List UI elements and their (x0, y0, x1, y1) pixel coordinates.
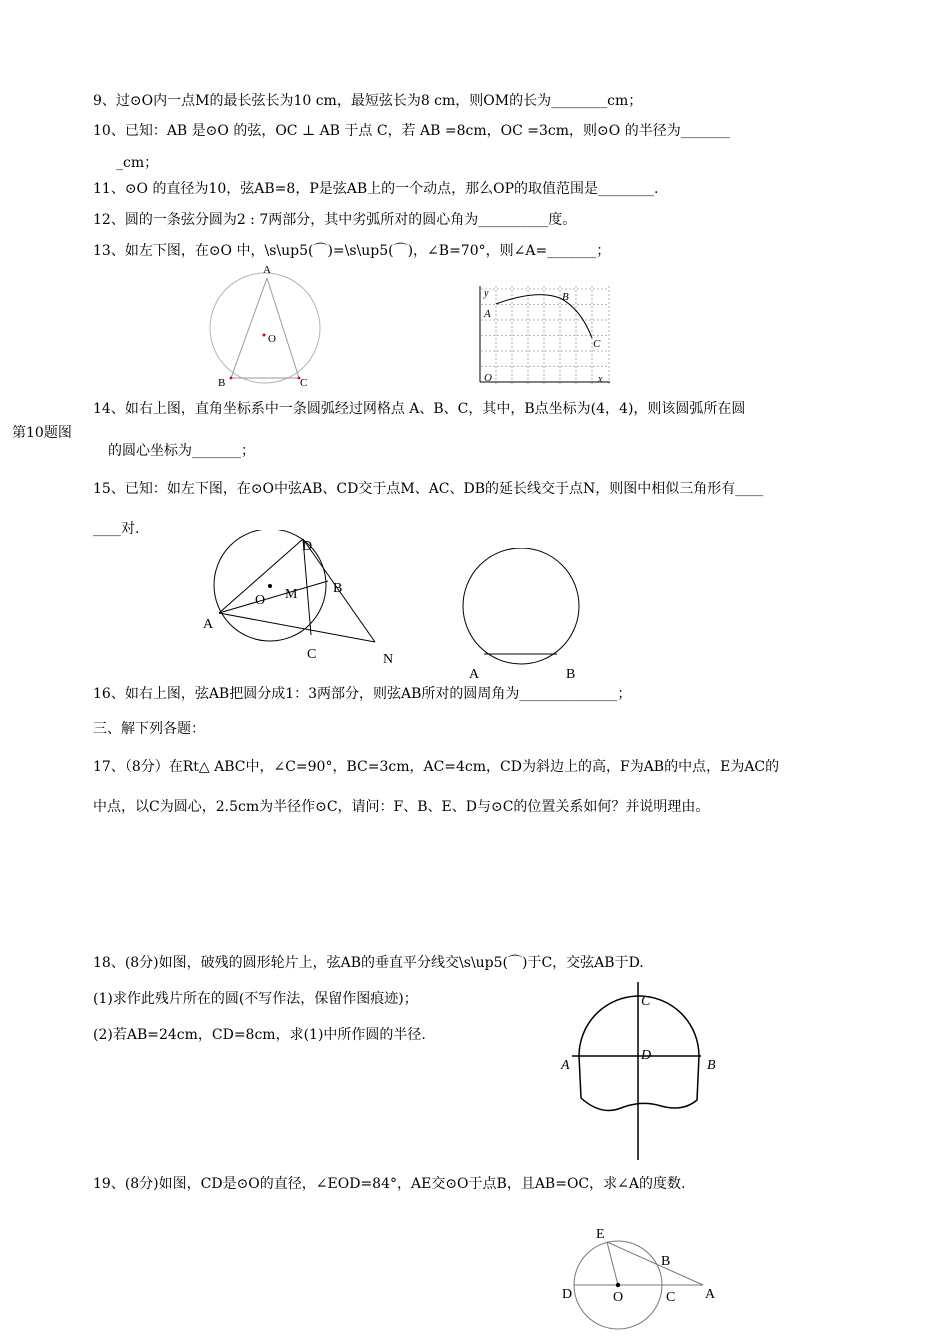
fig14-label-b: B (562, 291, 569, 303)
question-12: 12、圆的一条弦分圆为2 : 7两部分，其中劣弧所对的圆心角为__________度。 (93, 212, 577, 228)
fig14-label-c: C (593, 338, 601, 350)
fig13-label-c: C (300, 377, 308, 389)
question-19: 19、(8分)如图，CD是⊙O的直径，∠EOD=84°，AE交⊙O于点B，且AB=OC，求∠A的度数. (93, 1176, 686, 1192)
question-18-line1: 18、(8分)如图，破残的圆形轮片上，弦AB的垂直平分线交\s\up5(⌒)于C，交弦AB于D. (93, 955, 644, 971)
question-17-line2: 中点，以C为圆心，2.5cm为半径作⊙C，请问：F、B、E、D与⊙C的位置关系如何？并说明理由。 (93, 799, 710, 815)
fig19-label-d: D (562, 1287, 573, 1302)
question-13: 13、如左下图，在⊙O 中，\s\up5(⌒)=\s\up5(⌒)，∠B=70°，则∠A=_______； (93, 243, 611, 259)
fig19-label-o: O (613, 1290, 624, 1305)
fig13-label-b: B (218, 377, 226, 389)
fig15-label-d: D (302, 539, 313, 554)
question-14-line2: 的圆心坐标为_______； (108, 443, 255, 459)
fig13-triangle (231, 278, 299, 378)
question-16: 16、如右上图，弦AB把圆分成1：3两部分，则弦AB所对的圆周角为______________； (93, 686, 632, 702)
fig19-center-point (616, 1283, 620, 1287)
question-18-line3: (2)若AB=24cm，CD=8cm，求(1)中所作圆的半径. (93, 1027, 426, 1043)
fig13-point-b (230, 377, 233, 380)
fig19-label-b: B (661, 1254, 671, 1269)
figure-18 (555, 980, 725, 1166)
fig18-label-d: D (641, 1048, 652, 1063)
fig15-label-m: M (285, 587, 298, 602)
fig14-label-a: A (484, 308, 491, 320)
figure-13 (200, 262, 330, 392)
question-15-line2: ____对. (93, 521, 140, 537)
fig19-label-a: A (705, 1287, 716, 1302)
fig15-label-n: N (383, 652, 394, 667)
question-9: 9、过⊙O内一点M的最长弦长为10 cm，最短弦长为8 cm，则OM的长为________cm； (93, 93, 643, 109)
question-18-line2: (1)求作此残片所在的圆(不写作法，保留作图痕迹)； (93, 991, 418, 1007)
fig14-label-o: O (484, 372, 492, 384)
fig14-label-y: y (484, 288, 489, 299)
fig18-label-a: A (561, 1058, 570, 1073)
fig15-label-a: A (203, 617, 214, 632)
figure-15 (195, 530, 415, 670)
fig19-radius-oe (607, 1242, 618, 1285)
fig18-label-c: C (641, 994, 651, 1009)
fig13-label-a: A (263, 264, 271, 276)
question-11: 11、⊙O 的直径为10，弦AB=8，P是弦AB上的一个动点，那么OP的取值范围是________. (93, 181, 659, 197)
figure-10-caption: 第10题图 (12, 425, 72, 441)
figure-19 (555, 1218, 735, 1338)
fig15-line-acn (219, 613, 375, 642)
fig16-circle (463, 548, 579, 664)
fig16-label-b: B (566, 667, 576, 682)
fig18-label-b: B (707, 1058, 716, 1073)
fig13-circle (210, 273, 320, 383)
section-3-heading: 三、解下列各题： (93, 721, 205, 737)
question-10-line2: _cm； (116, 155, 159, 171)
fig19-label-e: E (596, 1227, 605, 1242)
fig14-grid (481, 286, 609, 384)
fig13-label-o: O (268, 333, 276, 345)
fig15-label-b: B (333, 581, 343, 596)
fig15-label-c: C (307, 647, 317, 662)
fig15-chord-ab (219, 581, 328, 613)
fig19-label-c: C (666, 1290, 676, 1305)
question-15-line1: 15、已知：如左下图，在⊙O中弦AB、CD交于点M、AC、DB的延长线交于点N，则图中相似三角形有____ (93, 481, 764, 497)
question-17-line1: 17、（8分）在Rt△ ABC中，∠C=90°，BC=3cm，AC=4cm，CD为斜边上的高，F为AB的中点，E为AC的 (93, 759, 780, 775)
fig14-label-x: x (598, 374, 603, 385)
question-10-line1: 10、已知：AB 是⊙O 的弦，OC ⊥ AB 于点 C，若 AB =8cm，OC =3cm，则⊙O 的半径为_______ (93, 123, 730, 139)
question-14-line1: 14、如右上图，直角坐标系中一条圆弧经过网格点 A、B、C，其中，B点坐标为(4，4)，则该圆弧所在圆 (93, 401, 746, 417)
fig13-center-point (263, 334, 266, 337)
fig15-center-point (268, 584, 272, 588)
fig16-label-a: A (469, 667, 480, 682)
fig19-line-ea (607, 1242, 703, 1285)
figure-14 (476, 284, 616, 392)
fig18-wheel-outline (579, 996, 699, 1110)
figure-16 (455, 548, 595, 682)
fig15-label-o: O (255, 593, 266, 608)
